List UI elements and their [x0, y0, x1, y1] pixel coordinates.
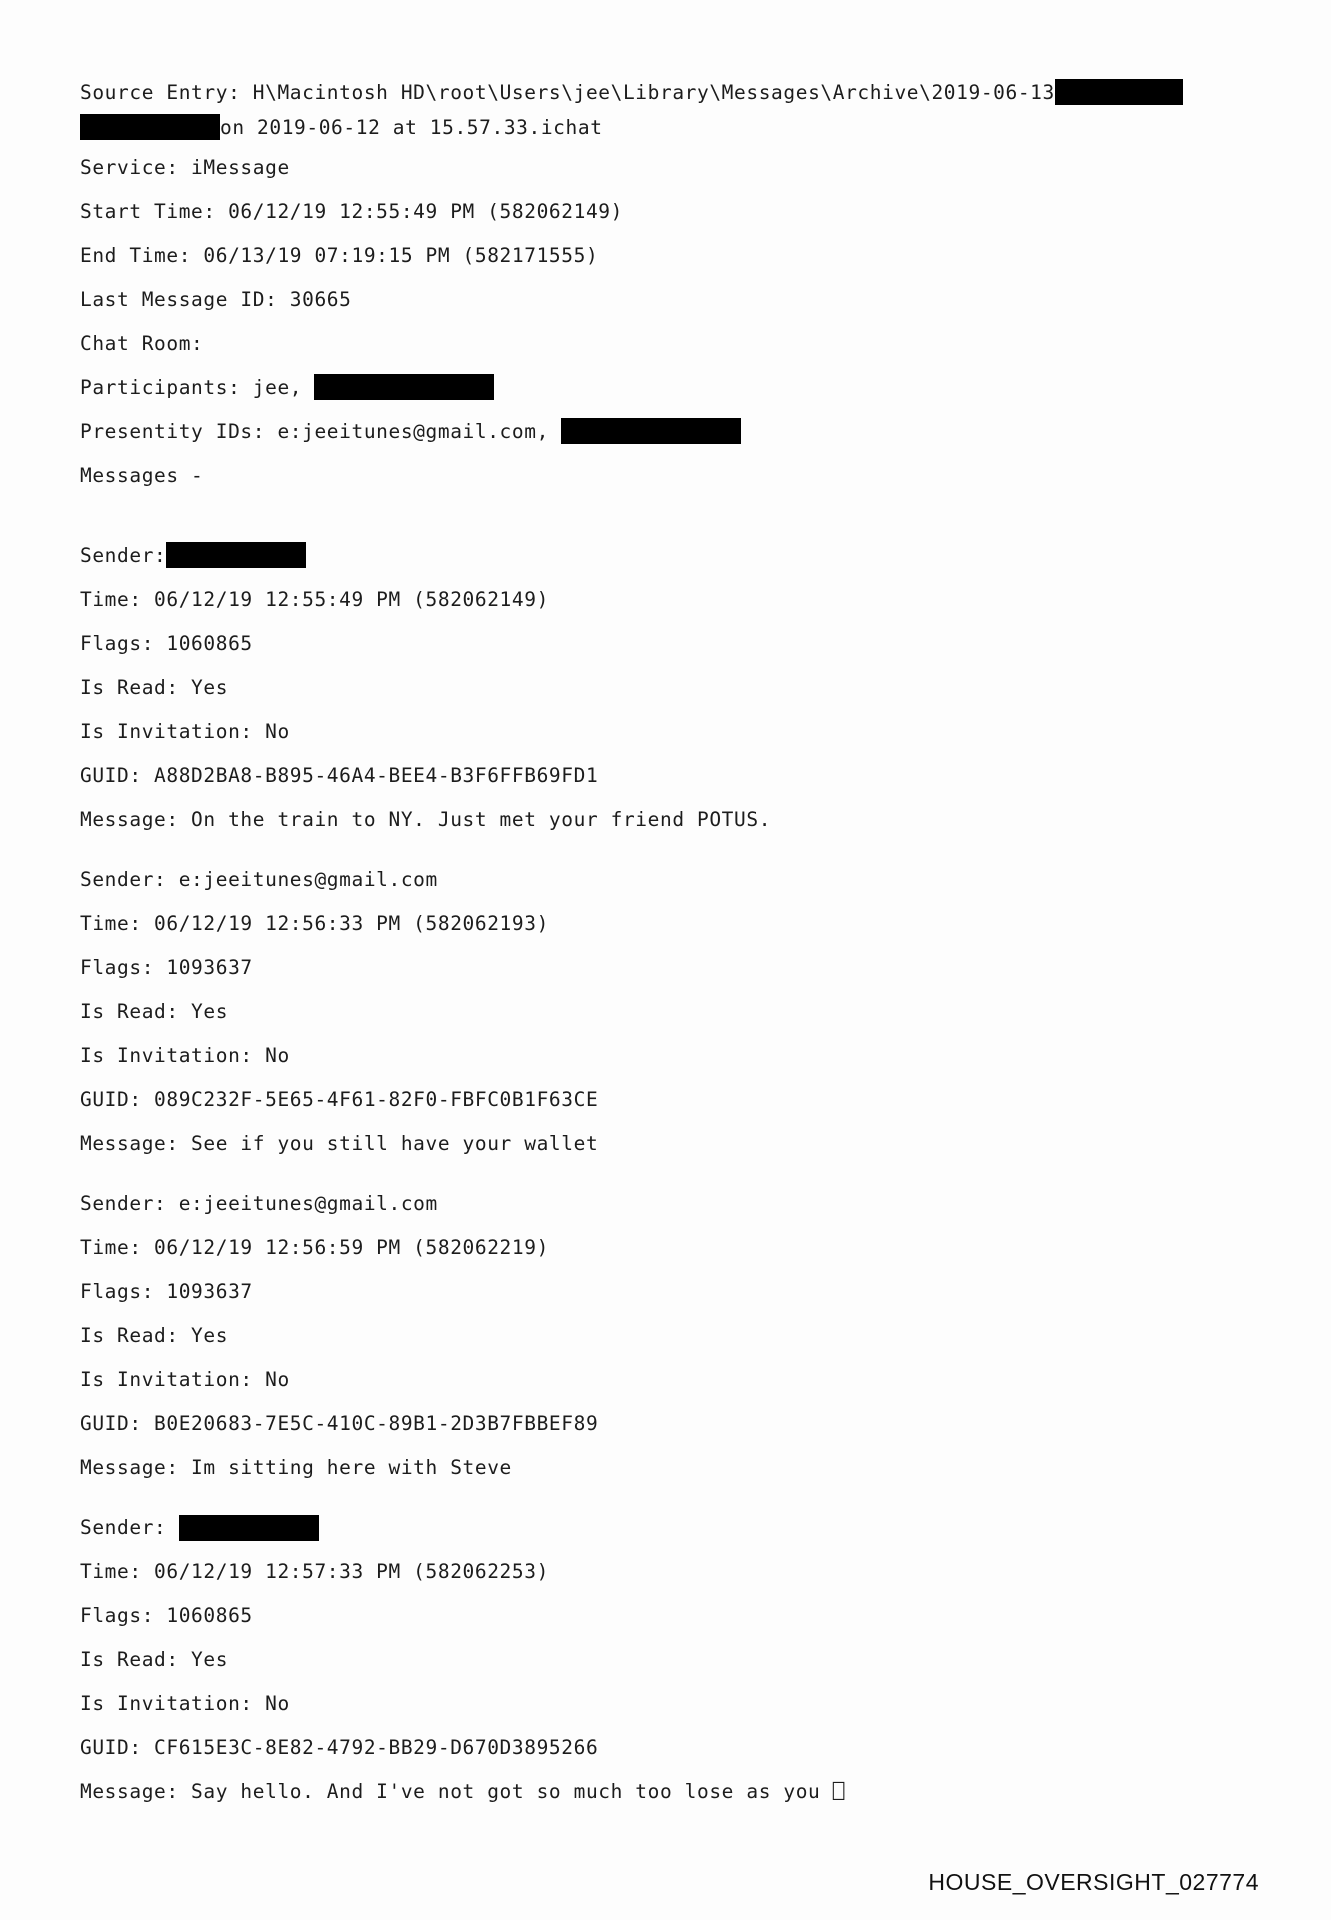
sender-label: Sender: — [80, 1516, 167, 1539]
end-time-line: End Time: 06/13/19 07:19:15 PM (582171555) — [80, 244, 599, 267]
flags-line: Flags: 1060865 — [80, 1604, 253, 1627]
time-line: Time: 06/12/19 12:56:33 PM (582062193) — [80, 912, 549, 935]
participants-line — [80, 366, 1260, 410]
redaction-bar-source-entry-cont — [80, 114, 220, 140]
source-entry-line — [80, 76, 1260, 110]
message-text-line: Message: Say hello. And I've not got so much too lose as you ⎕ — [80, 1780, 846, 1803]
redaction-bar-sender-4 — [179, 1515, 319, 1541]
source-entry-continuation-line — [80, 110, 1260, 146]
guid-line: GUID: CF615E3C-8E82-4792-BB29-D670D3895266 — [80, 1736, 599, 1759]
is-invitation-line: Is Invitation: No — [80, 1692, 290, 1715]
spacer-1 — [80, 498, 1260, 518]
redaction-bar-participants — [314, 374, 494, 400]
message-block-3 — [80, 1182, 1260, 1490]
time-line: Time: 06/12/19 12:57:33 PM (582062253) — [80, 1560, 549, 1583]
start-time-line: Start Time: 06/12/19 12:55:49 PM (582062149) — [80, 200, 623, 223]
is-read-line: Is Read: Yes — [80, 676, 229, 699]
sender-line: Sender: e:jeeitunes@gmail.com — [80, 1192, 438, 1215]
is-invitation-line: Is Invitation: No — [80, 720, 290, 743]
message-text-line: Message: Im sitting here with Steve — [80, 1456, 512, 1479]
presentity-ids-line — [80, 410, 1260, 454]
is-read-line: Is Read: Yes — [80, 1000, 229, 1023]
source-entry-path: H\Macintosh HD\root\Users\jee\Library\Messages\Archive\2019-06-13 — [252, 81, 1055, 104]
source-entry-continuation: on 2019-06-12 at 15.57.33.ichat — [220, 116, 603, 139]
sender-line — [80, 534, 1260, 578]
guid-line: GUID: B0E20683-7E5C-410C-89B1-2D3B7FBBEF89 — [80, 1412, 599, 1435]
sender-label: Sender: — [80, 544, 167, 567]
flags-line: Flags: 1060865 — [80, 632, 253, 655]
document-body — [80, 76, 1260, 1814]
flags-line: Flags: 1093637 — [80, 956, 253, 979]
time-line: Time: 06/12/19 12:55:49 PM (582062149) — [80, 588, 549, 611]
guid-line: GUID: A88D2BA8-B895-46A4-BEE4-B3F6FFB69FD1 — [80, 764, 599, 787]
last-message-id-line: Last Message ID: 30665 — [80, 288, 352, 311]
message-block-2 — [80, 858, 1260, 1166]
messages-label-line: Messages - — [80, 464, 204, 487]
message-block-1 — [80, 534, 1260, 842]
message-block-4 — [80, 1506, 1260, 1814]
presentity-ids-label: Presentity IDs: e:jeeitunes@gmail.com, — [80, 420, 549, 443]
is-invitation-line: Is Invitation: No — [80, 1044, 290, 1067]
message-text-line: Message: See if you still have your wallet — [80, 1132, 599, 1155]
service-line: Service: iMessage — [80, 156, 290, 179]
time-line: Time: 06/12/19 12:56:59 PM (582062219) — [80, 1236, 549, 1259]
redaction-bar-source-entry — [1055, 79, 1183, 105]
guid-line: GUID: 089C232F-5E65-4F61-82F0-FBFC0B1F63CE — [80, 1088, 599, 1111]
redaction-bar-presentity — [561, 418, 741, 444]
bates-number-footer: HOUSE_OVERSIGHT_027774 — [928, 1869, 1259, 1895]
participants-label: Participants: jee, — [80, 376, 303, 399]
source-entry-label: Source Entry: — [80, 81, 241, 104]
message-text-line: Message: On the train to NY. Just met your friend POTUS. — [80, 808, 772, 831]
header-metadata-block — [80, 76, 1260, 498]
is-read-line: Is Read: Yes — [80, 1324, 229, 1347]
is-read-line: Is Read: Yes — [80, 1648, 229, 1671]
sender-line: Sender: e:jeeitunes@gmail.com — [80, 868, 438, 891]
redaction-bar-sender-1 — [166, 542, 306, 568]
chat-room-line: Chat Room: — [80, 332, 204, 355]
is-invitation-line: Is Invitation: No — [80, 1368, 290, 1391]
sender-line — [80, 1506, 1260, 1550]
flags-line: Flags: 1093637 — [80, 1280, 253, 1303]
